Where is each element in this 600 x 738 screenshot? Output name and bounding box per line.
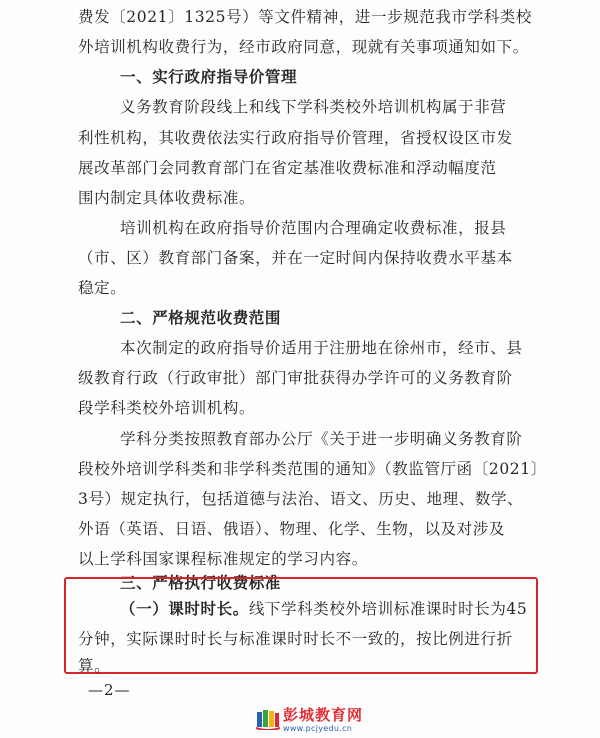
section-heading-1: 一、实行政府指导价管理 bbox=[120, 68, 298, 86]
highlight-line-1 bbox=[120, 598, 527, 620]
body-line: 展改革部门会同教育部门在省定基准收费标准和浮动幅度范 bbox=[78, 159, 497, 177]
body-line: 稳定。 bbox=[78, 279, 127, 297]
watermark-name: 彭城教育网 bbox=[283, 706, 364, 724]
body-line: 学科分类按照教育部办公厅《关于进一步明确义务教育阶 bbox=[120, 430, 523, 448]
body-line: 以上学科国家课程标准规定的学习内容。 bbox=[78, 550, 368, 568]
body-line: 3号）规定执行，包括道德与法治、语文、历史、地理、数学、 bbox=[78, 490, 524, 508]
body-line: 外语（英语、日语、俄语）、物理、化学、生物，以及对涉及 bbox=[78, 520, 505, 538]
body-line: 培训机构在政府指导价范围内合理确定收费标准，报县 bbox=[120, 219, 507, 237]
section-heading-3: 三、严格执行收费标准 bbox=[120, 574, 282, 592]
highlight-lead: （一）课时时长。 bbox=[120, 600, 249, 618]
watermark-url: www.pcjyedu.cn bbox=[283, 724, 353, 733]
body-line: 利性机构，其收费依法实行政府指导价管理，省授权设区市发 bbox=[78, 129, 513, 147]
body-line: 段学科类校外培训机构。 bbox=[78, 399, 256, 417]
body-line: 费发〔2021〕1325号）等文件精神，进一步规范我市学科类校 bbox=[78, 8, 532, 26]
body-line: 本次制定的政府指导价适用于注册地在徐州市，经市、县 bbox=[120, 339, 523, 357]
highlight-line-3: 算。 bbox=[78, 657, 111, 675]
section-heading-2: 二、严格规范收费范围 bbox=[120, 309, 282, 327]
highlight-line-2: 分钟，实际课时时长与标准课时时长不一致的，按比例进行折 bbox=[78, 630, 513, 648]
body-line: 围内制定具体收费标准。 bbox=[78, 189, 256, 207]
body-line: 义务教育阶段线上和线下学科类校外培训机构属于非营 bbox=[120, 98, 507, 116]
highlight-box bbox=[64, 577, 538, 674]
book-icon bbox=[256, 708, 280, 730]
watermark-logo bbox=[256, 707, 363, 737]
body-line: 段校外培训学科类和非学科类范围的通知》（教监管厅函〔2021〕 bbox=[78, 460, 547, 478]
body-line: 级教育行政（行政审批）部门审批获得办学许可的义务教育阶 bbox=[78, 369, 513, 387]
body-line: 外培训机构收费行为，经市政府同意，现就有关事项通知如下。 bbox=[78, 38, 529, 56]
page-number: —2— bbox=[88, 681, 131, 699]
highlight-line-1-rest: 线下学科类校外培训标准课时时长为45 bbox=[248, 600, 528, 618]
body-line: （市、区）教育部门备案，并在一定时间内保持收费水平基本 bbox=[78, 249, 513, 267]
